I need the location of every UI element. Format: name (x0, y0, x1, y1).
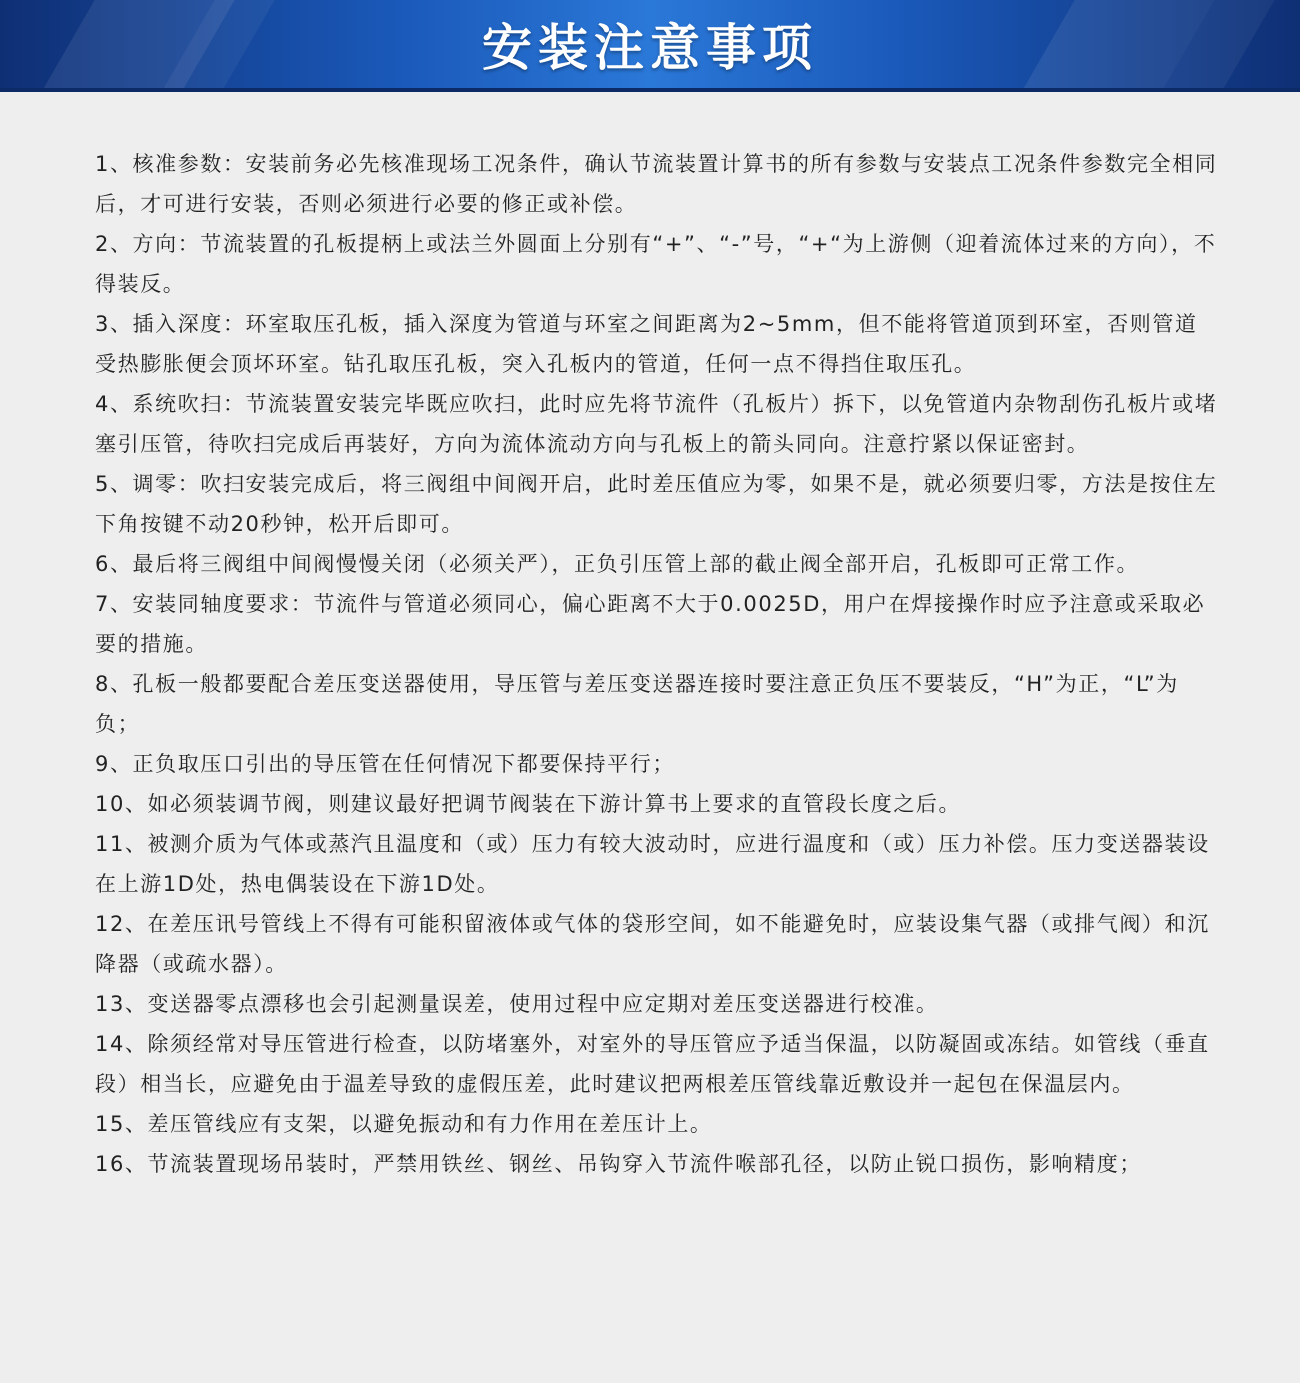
instruction-item: 15、差压管线应有支架，以避免振动和有力作用在差压计上。 (95, 1112, 713, 1136)
instruction-item: 8、孔板一般都要配合差压变送器使用，导压管与差压变送器连接时要注意正负压不要装反，“H”为正，“L”为负； (95, 672, 1179, 736)
instruction-item: 10、如必须装调节阀，则建议最好把调节阀装在下游计算书上要求的直管段长度之后。 (95, 792, 962, 816)
instruction-item: 11、被测介质为气体或蒸汽且温度和（或）压力有较大波动时，应进行温度和（或）压力补偿。压力变送器装设在上游1D处，热电偶装设在下游1D处。 (95, 832, 1210, 896)
instruction-item: 1、核准参数：安装前务必先核准现场工况条件，确认节流装置计算书的所有参数与安装点工况条件参数完全相同后，才可进行安装，否则必须进行必要的修正或补偿。 (95, 152, 1218, 216)
header-banner (0, 0, 1300, 92)
instruction-item: 16、节流装置现场吊装时，严禁用铁丝、钢丝、吊钩穿入节流件喉部孔径，以防止锐口损伤，影响精度； (95, 1152, 1142, 1176)
instruction-item: 4、系统吹扫：节流装置安装完毕既应吹扫，此时应先将节流件（孔板片）拆下，以免管道内杂物刮伤孔板片或堵塞引压管，待吹扫完成后再装好，方向为流体流动方向与孔板上的箭头同向。注意拧紧以保证密封。 (95, 392, 1218, 456)
instruction-item: 7、安装同轴度要求：节流件与管道必须同心，偏心距离不大于0.0025D，用户在焊接操作时应予注意或采取必要的措施。 (95, 592, 1206, 656)
page-title: 安装注意事项 (482, 19, 818, 77)
instruction-item: 2、方向：节流装置的孔板提柄上或法兰外圆面上分别有“+”、“-”号，“+“为上游侧（迎着流体过来的方向），不得装反。 (95, 232, 1217, 296)
instruction-item: 14、除须经常对导压管进行检查，以防堵塞外，对室外的导压管应予适当保温，以防凝固或冻结。如管线（垂直段）相当长，应避免由于温差导致的虚假压差，此时建议把两根差压管线靠近敷设并一起包在保温层内。 (95, 1032, 1210, 1096)
instruction-item: 12、在差压讯号管线上不得有可能积留液体或气体的袋形空间，如不能避免时，应装设集气器（或排气阀）和沉降器（或疏水器）。 (95, 912, 1210, 976)
instruction-list (95, 144, 1220, 1184)
instruction-item: 3、插入深度：环室取压孔板，插入深度为管道与环室之间距离为2~5mm，但不能将管道顶到环室，否则管道受热膨胀便会顶坏环室。钻孔取压孔板，突入孔板内的管道，任何一点不得挡住取压孔。 (95, 312, 1198, 376)
instruction-item: 5、调零：吹扫安装完成后，将三阀组中间阀开启，此时差压值应为零，如果不是，就必须要归零，方法是按住左下角按键不动20秒钟，松开后即可。 (95, 472, 1218, 536)
instruction-item: 9、正负取压口引出的导压管在任何情况下都要保持平行； (95, 752, 675, 776)
instruction-item: 6、最后将三阀组中间阀慢慢关闭（必须关严），正负引压管上部的截止阀全部开启，孔板即可正常工作。 (95, 552, 1140, 576)
instruction-item: 13、变送器零点漂移也会引起测量误差，使用过程中应定期对差压变送器进行校准。 (95, 992, 939, 1016)
